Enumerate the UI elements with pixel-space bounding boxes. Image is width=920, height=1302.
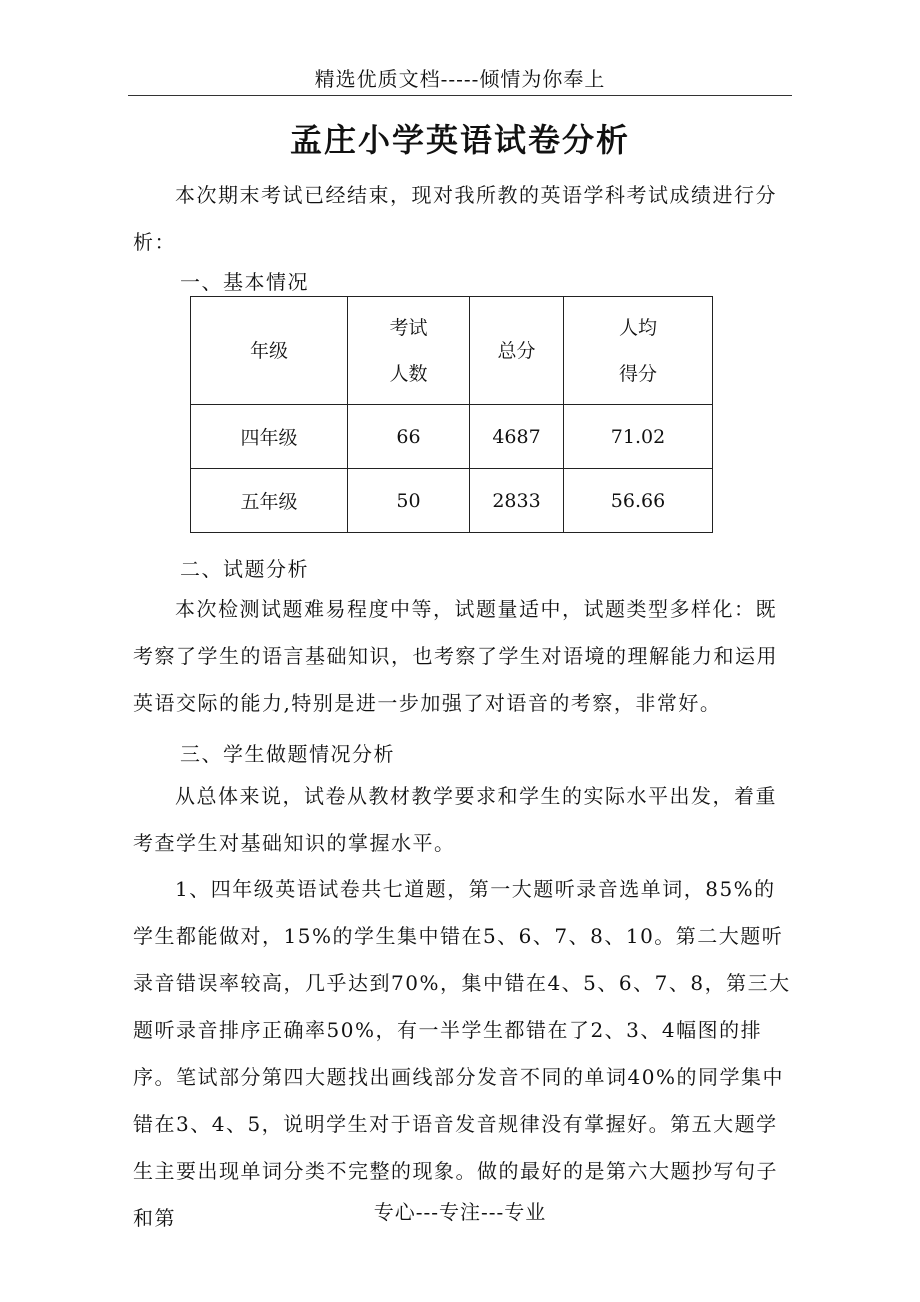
section-3-heading: 三、学生做题情况分析 [180, 742, 395, 766]
section-2-body: 本次检测试题难易程度中等，试题量适中，试题类型多样化：既考察了学生的语言基础知识，也考察了学生对语境的理解能力和运用英语交际的能力,特别是进一步加强了对语音的考察，非常好。 [133, 597, 778, 715]
header-grade-label: 年级 [249, 339, 288, 362]
section-3-paragraph-2: 1、四年级英语试卷共七道题，第一大题听录音选单词，85%的学生都能做对，15%的学生集中错在5、6、7、8、10。第二大题听录音错误率较高，几乎达到70%，集中错在4、5、6、7、8，第三大题听录音排序正确率50%，有一半学生都错在了2、3、4幅图的排序。笔试部分第四大题找出画线部分发音不同的单词40%的同学集中错在3、4、5，说明学生对于语音发音规律没有掌握好。第五大题学生主要出现单词分类不完整的现象。做的最好的是第六大题抄写句子和第 [133, 877, 791, 1230]
cell-count: 66 [348, 405, 470, 469]
page-header: 精选优质文档-----倾情为你奉上 [314, 67, 606, 91]
table-header-row [191, 297, 713, 405]
header-total-label: 总分 [497, 339, 536, 362]
cell-average: 56.66 [564, 469, 713, 533]
header-average-line2: 得分 [618, 362, 657, 385]
header-cell-average [564, 297, 713, 405]
header-cell-grade [191, 297, 348, 405]
cell-count: 50 [348, 469, 470, 533]
table-row [191, 469, 713, 533]
cell-total: 2833 [470, 469, 564, 533]
table-row [191, 405, 713, 469]
page-footer: 专心---专注---专业 [373, 1200, 547, 1224]
header-divider [128, 95, 792, 96]
intro-paragraph: 本次期末考试已经结束，现对我所教的英语学科考试成绩进行分析： [133, 183, 777, 254]
cell-average: 71.02 [564, 405, 713, 469]
header-cell-count [348, 297, 470, 405]
section-2-heading: 二、试题分析 [180, 557, 309, 581]
basic-info-table [190, 296, 713, 533]
header-cell-total [470, 297, 564, 405]
cell-total: 4687 [470, 405, 564, 469]
section-3-paragraph-1: 从总体来说，试卷从教材教学要求和学生的实际水平出发，着重考查学生对基础知识的掌握水平。 [133, 784, 777, 855]
cell-grade: 四年级 [191, 405, 348, 469]
header-count-line2: 人数 [389, 362, 428, 385]
section-1-heading: 一、基本情况 [180, 270, 309, 294]
document-title: 孟庄小学英语试卷分析 [289, 121, 630, 159]
header-average-line1: 人均 [618, 316, 657, 339]
cell-grade: 五年级 [191, 469, 348, 533]
header-count-line1: 考试 [389, 316, 428, 339]
